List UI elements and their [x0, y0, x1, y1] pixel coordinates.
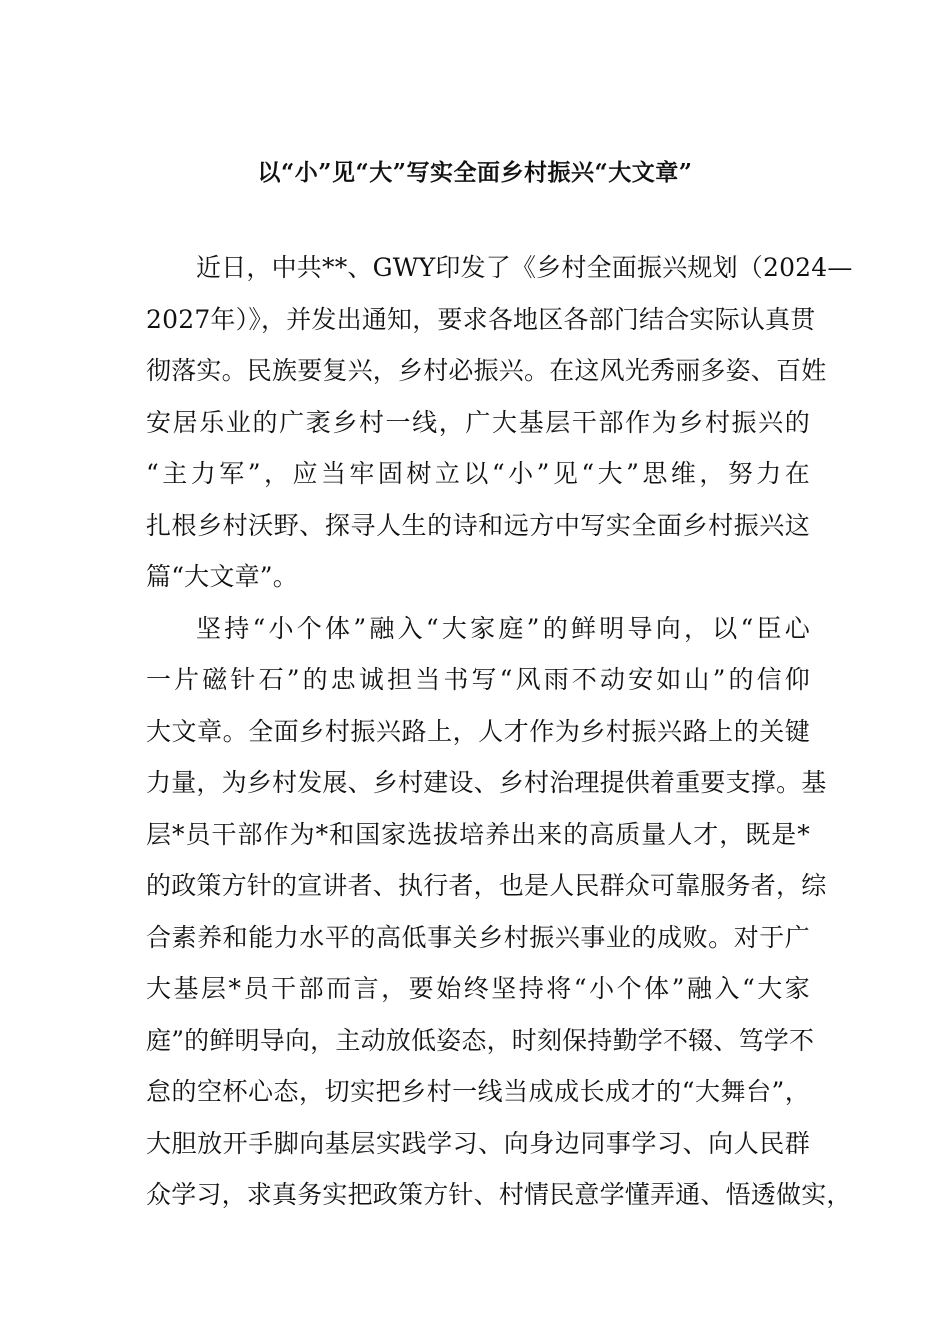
paragraph-line: 大胆放开手脚向基层实践学习、向身边同事学习、向人民群	[146, 1128, 810, 1158]
paragraph-line: 2027年）》，并发出通知，要求各地区各部门结合实际认真贯	[146, 304, 816, 334]
paragraph-2	[146, 603, 852, 1221]
paragraph-line: “主力军”，应当牢固树立以“小”见“大”思维，努力在	[146, 459, 810, 488]
paragraph-line: 安居乐业的广袤乡村一线，广大基层干部作为乡村振兴的	[146, 407, 810, 437]
paragraph-line: 扎根乡村沃野、探寻人生的诗和远方中写实全面乡村振兴这	[146, 510, 810, 540]
document-title: 以“小”见“大”写实全面乡村振兴“大文章”	[257, 159, 693, 186]
paragraph-line: 篇“大文章”。	[146, 562, 298, 591]
paragraph-line: 层*员干部作为*和国家选拔培养出来的高质量人才，既是*	[146, 819, 810, 849]
paragraph-line: 近日，中共**、GWY印发了《乡村全面振兴规划（2024—	[196, 253, 853, 282]
paragraph-line: 合素养和能力水平的高低事关乡村振兴事业的成败。对于广	[146, 922, 810, 952]
paragraph-line: 大基层*员干部而言，要始终坚持将“小个体”融入“大家	[146, 974, 810, 1003]
paragraph-line: 怠的空杯心态，切实把乡村一线当成成长成才的“大舞台”，	[146, 1077, 810, 1106]
paragraph-line: 众学习，求真务实把政策方针、村情民意学懂弄通、悟透做实，	[146, 1180, 852, 1209]
paragraph-line: 力量，为乡村发展、乡村建设、乡村治理提供着重要支撑。基	[146, 768, 827, 797]
paragraph-line: 大文章。全面乡村振兴路上，人才作为乡村振兴路上的关键	[146, 716, 810, 746]
paragraph-line: 一片磁针石”的忠诚担当书写“风雨不动安如山”的信仰	[146, 665, 810, 694]
paragraph-1	[146, 242, 853, 603]
paragraph-line: 的政策方针的宣讲者、执行者，也是人民群众可靠服务者，综	[146, 871, 827, 900]
document-body	[146, 242, 853, 1221]
paragraph-line: 彻落实。民族要复兴，乡村必振兴。在这风光秀丽多姿、百姓	[146, 356, 827, 385]
paragraph-line: 坚持“小个体”融入“大家庭”的鲜明导向，以“臣心	[196, 613, 810, 643]
paragraph-line: 庭”的鲜明导向，主动放低姿态，时刻保持勤学不辍、笃学不	[146, 1025, 815, 1055]
